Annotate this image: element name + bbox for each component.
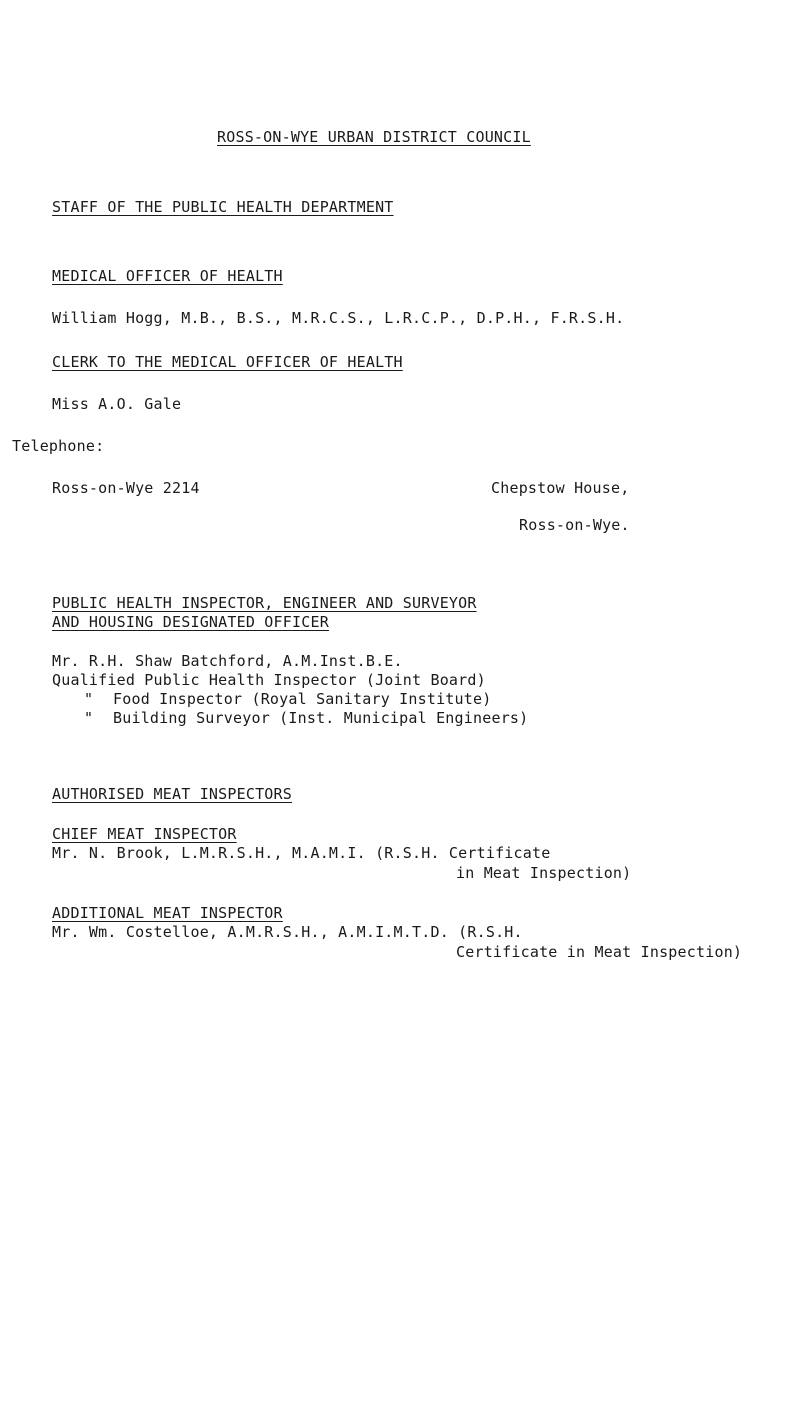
moh-heading: MEDICAL OFFICER OF HEALTH (52, 267, 283, 285)
inspector-heading-line-2: AND HOUSING DESIGNATED OFFICER (52, 613, 329, 631)
telephone-number: Ross-on-Wye 2214 (52, 479, 200, 497)
additional-meat-inspector-line-2: Certificate in Meat Inspection) (456, 943, 743, 961)
inspector-qualification-2: Food Inspector (Royal Sanitary Institute) (113, 690, 492, 708)
additional-meat-inspector-line-1: Mr. Wm. Costelloe, A.M.R.S.H., A.M.I.M.T.D. (R.S.H. (52, 923, 523, 941)
clerk-heading: CLERK TO THE MEDICAL OFFICER OF HEALTH (52, 353, 403, 371)
telephone-label: Telephone: (12, 437, 105, 455)
clerk-name: Miss A.O. Gale (52, 395, 182, 413)
chief-meat-inspector-line-1: Mr. N. Brook, L.M.R.S.H., M.A.M.I. (R.S.H. Certificate (52, 844, 551, 862)
inspector-qualification-3: Building Surveyor (Inst. Municipal Engineers) (113, 709, 529, 727)
ditto-mark-1: " (84, 690, 94, 708)
inspector-name: Mr. R.H. Shaw Batchford, A.M.Inst.B.E. (52, 652, 403, 670)
inspector-heading-line-1: PUBLIC HEALTH INSPECTOR, ENGINEER AND SURVEYOR (52, 594, 477, 612)
ditto-mark-2: " (84, 709, 94, 727)
inspector-qualification-1: Qualified Public Health Inspector (Joint Board) (52, 671, 486, 689)
staff-heading: STAFF OF THE PUBLIC HEALTH DEPARTMENT (52, 198, 394, 216)
address-line-2: Ross-on-Wye. (519, 516, 630, 534)
additional-meat-inspector-heading: ADDITIONAL MEAT INSPECTOR (52, 904, 283, 922)
council-title: ROSS-ON-WYE URBAN DISTRICT COUNCIL (217, 128, 531, 146)
meat-inspectors-heading: AUTHORISED MEAT INSPECTORS (52, 785, 292, 803)
chief-meat-inspector-heading: CHIEF MEAT INSPECTOR (52, 825, 237, 843)
moh-name: William Hogg, M.B., B.S., M.R.C.S., L.R.C.P., D.P.H., F.R.S.H. (52, 309, 625, 327)
address-line-1: Chepstow House, (491, 479, 630, 497)
chief-meat-inspector-line-2: in Meat Inspection) (456, 864, 632, 882)
